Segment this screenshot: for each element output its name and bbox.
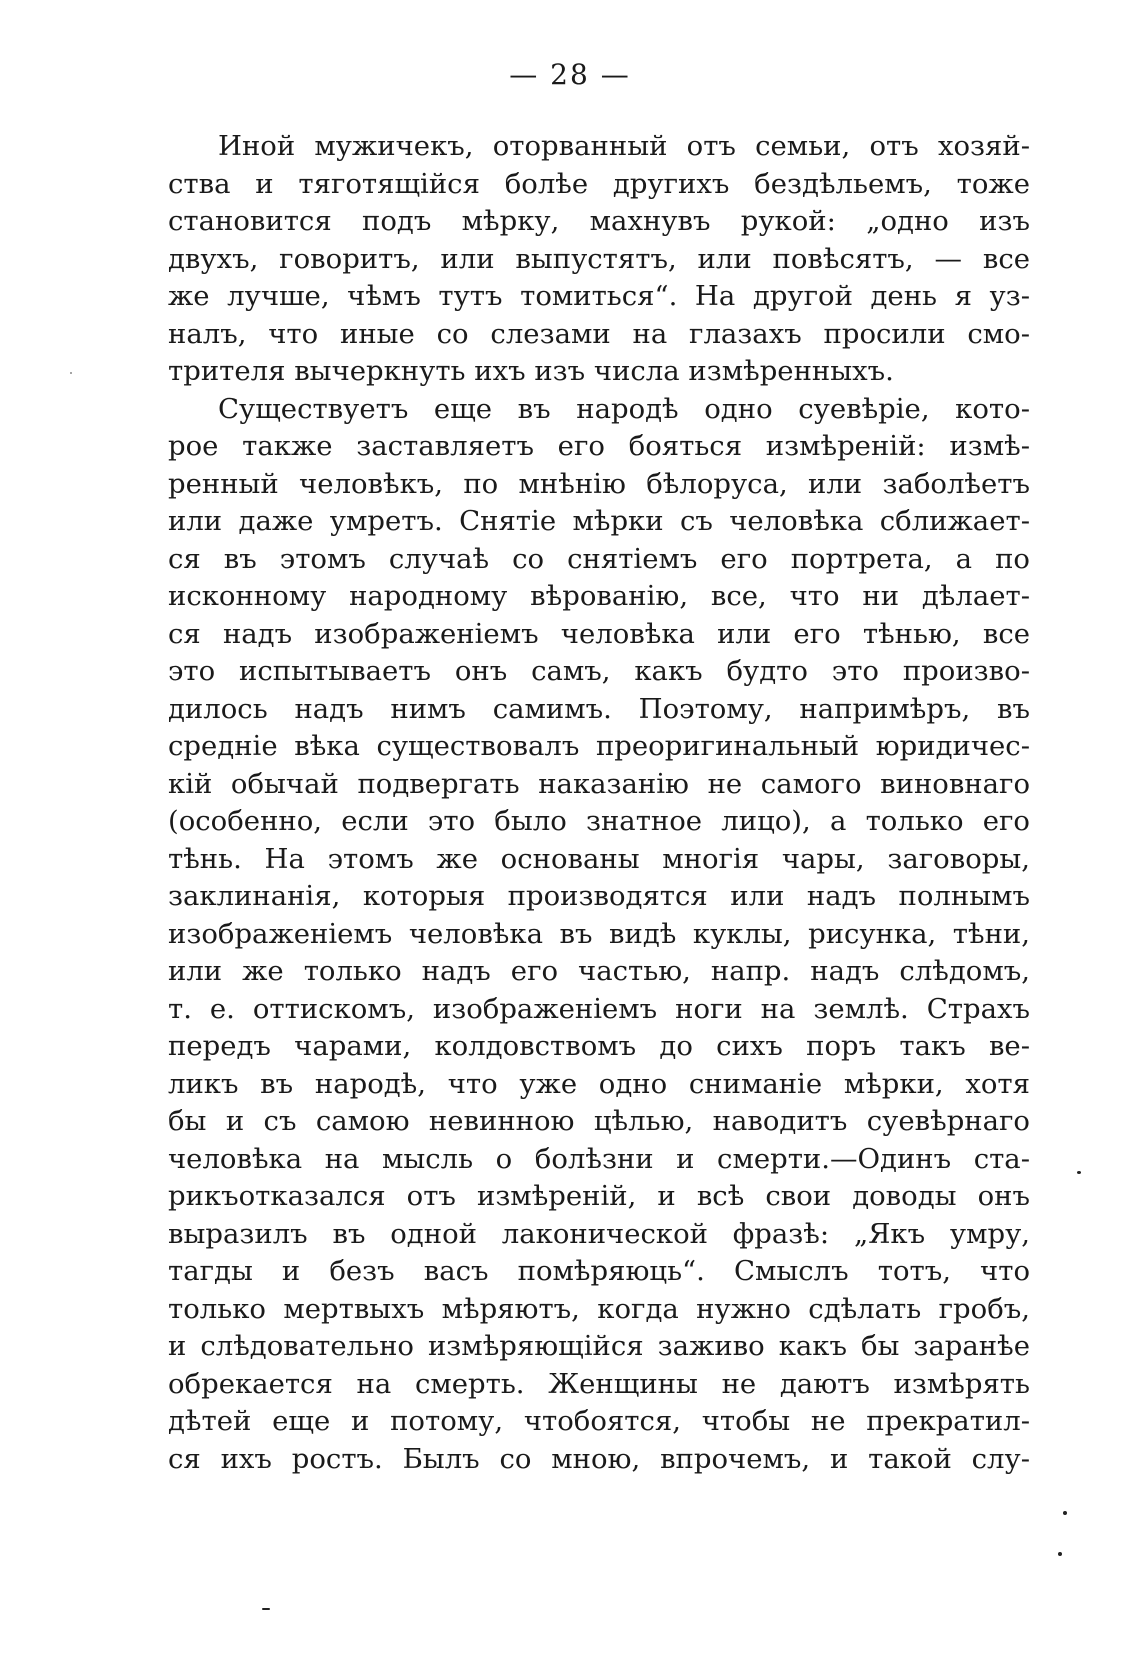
scan-speck <box>1063 1511 1067 1515</box>
text-line: заклинанія, которыя производятся или надъ полнымъ <box>168 880 1030 912</box>
text-line: ся въ этомъ случаѣ со снятіемъ его портрета, а по <box>168 542 1030 575</box>
scan-speck <box>70 372 72 374</box>
text-line: рикъотказался отъ измѣреній, и всѣ свои доводы онъ <box>168 1180 1030 1212</box>
text-line: ства и тяготящійся болѣе другихъ бездѣльемъ, тоже <box>168 167 1030 200</box>
scan-speck <box>1077 1171 1081 1174</box>
text-line: Существуетъ еще въ народѣ одно суевѣріе, кото- <box>218 392 1030 425</box>
text-line: или даже умретъ. Снятіе мѣрки съ человѣка сближает- <box>168 505 1030 537</box>
text-line: обрекается на смерть. Женщины не даютъ измѣрять <box>168 1367 1030 1400</box>
text-line: передъ чарами, колдовствомъ до сихъ поръ такъ ве- <box>168 1030 1030 1062</box>
text-line: трителя вычеркнуть ихъ изъ числа измѣренныхъ. <box>168 355 894 387</box>
text-line: человѣка на мысль о болѣзни и смерти.—Одинъ ста- <box>168 1142 1030 1175</box>
text-line: ся надъ изображеніемъ человѣка или его тѣнью, все <box>168 617 1030 650</box>
text-line: ликъ въ народѣ, что уже одно сниманіе мѣрки, хотя <box>168 1067 1030 1100</box>
text-line: выразилъ въ одной лаконической фразѣ: „Якъ умру, <box>168 1217 1030 1250</box>
text-line: дилось надъ нимъ самимъ. Поэтому, напримѣръ, въ <box>168 692 1030 725</box>
text-line: двухъ, говоритъ, или выпустятъ, или повѣсятъ, — все <box>168 242 1030 275</box>
text-line: кій обычай подвергать наказанію не самого виновнаго <box>168 767 1030 800</box>
text-line: тагды и безъ васъ помѣряюць“. Смыслъ тотъ, что <box>168 1255 1030 1287</box>
page-number: — 28 — <box>509 58 631 91</box>
text-line: ся ихъ ростъ. Былъ со мною, впрочемъ, и такой слу- <box>168 1442 1030 1475</box>
text-line: или же только надъ его частью, напр. надъ слѣдомъ, <box>168 955 1030 987</box>
text-line: изображеніемъ человѣка въ видѣ куклы, рисунка, тѣни, <box>168 917 1030 950</box>
text-line: бы и съ самою невинною цѣлью, наводитъ суевѣрнаго <box>168 1105 1030 1137</box>
text-line: становится подъ мѣрку, махнувъ рукой: „одно изъ <box>168 205 1030 237</box>
text-line: налъ, что иные со слезами на глазахъ просили смо- <box>168 317 1030 350</box>
text-line: и слѣдовательно измѣряющійся заживо какъ бы заранѣе <box>168 1330 1030 1362</box>
text-line: дѣтей еще и потому, чтобоятся, чтобы не прекратил- <box>168 1405 1030 1437</box>
text-line: тѣнь. На этомъ же основаны многія чары, заговоры, <box>168 842 1030 875</box>
text-line: т. е. оттискомъ, изображеніемъ ноги на землѣ. Страхъ <box>168 992 1030 1025</box>
text-line: (особенно, если это было знатное лицо), а только его <box>168 805 1030 837</box>
text-line: же лучше, чѣмъ тутъ томиться“. На другой день я уз- <box>168 280 1030 312</box>
text-line: средніе вѣка существовалъ преоригинальный юридичес- <box>168 730 1030 762</box>
text-line: исконному народному вѣрованію, все, что ни дѣлает- <box>168 580 1030 612</box>
text-line: рое также заставляетъ его бояться измѣреній: измѣ- <box>168 430 1030 462</box>
text-line: Иной мужичекъ, оторванный отъ семьи, отъ хозяй- <box>218 130 1030 162</box>
text-line: это испытываетъ онъ самъ, какъ будто это произво- <box>168 655 1030 687</box>
body-text <box>168 128 1030 1478</box>
text-line: ренный человѣкъ, по мнѣнію бѣлоруса, или заболѣетъ <box>168 467 1030 500</box>
scan-speck <box>262 1608 270 1610</box>
text-line: только мертвыхъ мѣряютъ, когда нужно сдѣлать гробъ, <box>168 1292 1030 1325</box>
scan-speck <box>1058 1552 1062 1556</box>
